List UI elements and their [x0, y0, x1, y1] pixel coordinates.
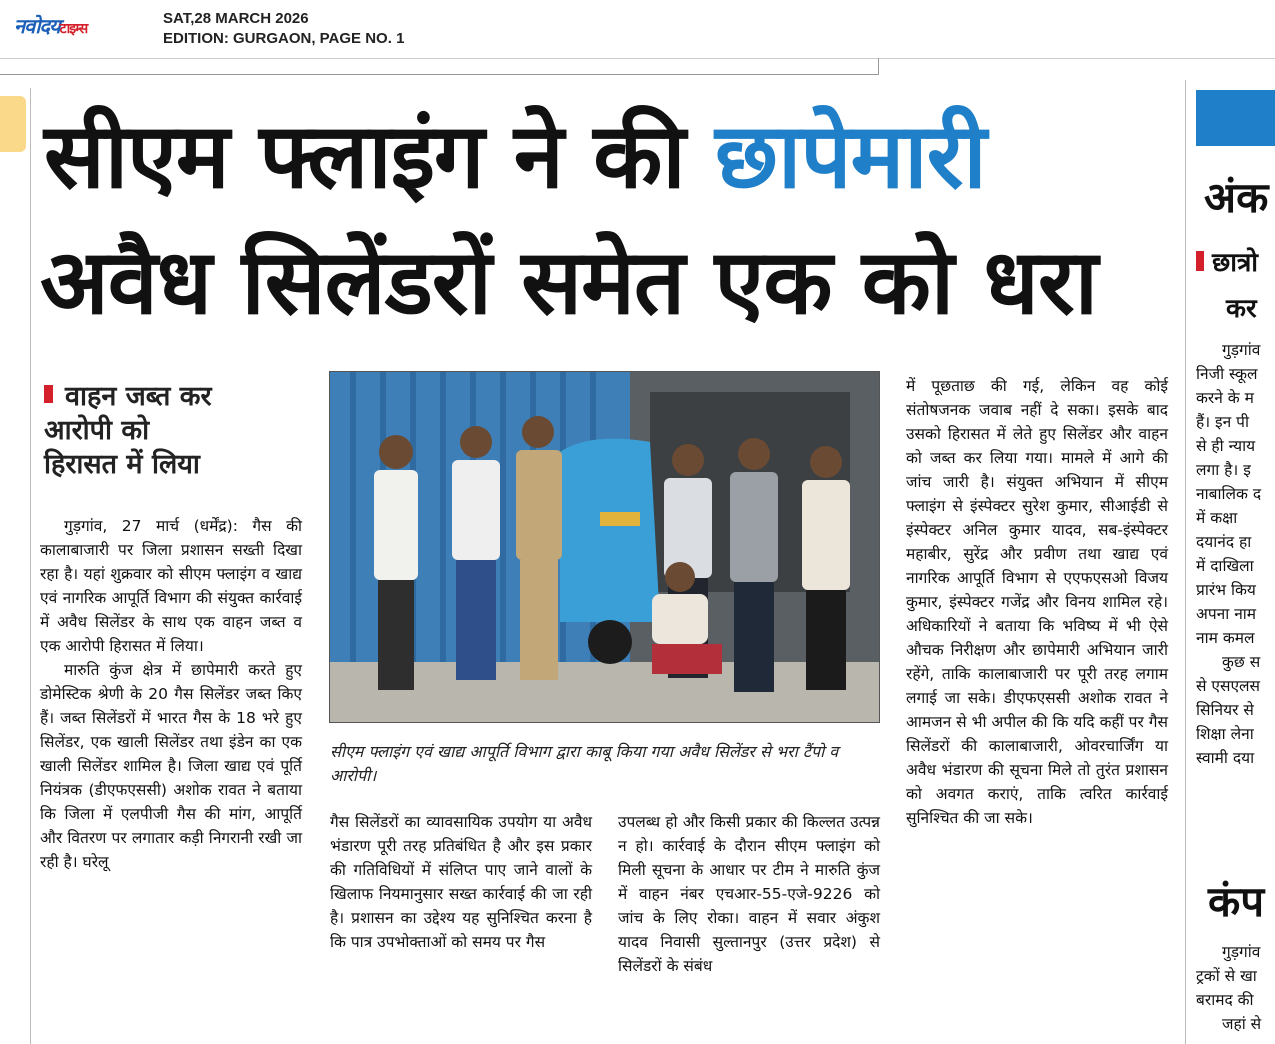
paragraph: में पूछताछ की गई, लेकिन वह कोई संतोषजनक जवाब नहीं दे सका। इसके बाद उसको हिरासत में लेते हुए सिलेंडर और वाहन को जब्त कर लिया गया। मामले में आगे की जांच जारी है। संयुक्त अभियान में सीएम फ्लाइंग से इंस्पेक्टर सुरेश कुमार, सीआईडी से इंस्पेक्टर अनिल कुमार यादव, सब-इंस्पेक्टर महाबीर, सुरेंद्र और प्रवीण तथा खाद्य एवं नागरिक आपूर्ति विभाग से एएफएसओ विजय कुमार, इंस्पेक्टर गजेंद्र और विनय शामिल रहे। अधिकारियों ने बताया कि भविष्य में भी ऐसे औचक निरीक्षण और छापेमारी अभियान जारी रहेंगे, ताकि कालाबाजारी पर पूरी तरह लगाम लगाई जा सके। डीएफएससी अशोक रावत ने आमजन से भी अपील की कि यदि कहीं पर गैस सिलेंडरों की कालाबाजारी, ओवरचार्जिंग या अवैध भंडारण की सूचना मिले तो तुरंत प्रशासन को अवगत कराएं, ताकि त्वरित कार्रवाई सुनिश्चित की जा सके। — [906, 377, 1168, 827]
right-line: निजी स्कूल — [1196, 365, 1258, 383]
right-line: करने के म — [1196, 389, 1254, 407]
paragraph: मारुति कुंज क्षेत्र में छापेमारी करते हुए डोमेस्टिक श्रेणी के 20 गैस सिलेंडर जब्त किए हैं। जब्त सिलेंडरों में भारत गैस के 18 भरे हुए सिलेंडर, एक खाली सिलेंडर तथा इंडेन का एक खाली सिलेंडर शामिल है। जिला खाद्य एवं पूर्ति नियंत्रक (डीएफएससी) अशोक रावत ने बताया कि जिला में एलपीजी गैस की मांग, आपूर्ति और वितरण पर लगातार कड़ी निगरानी रखी जा रही है। घरेलू — [40, 661, 302, 871]
sub-headline — [44, 380, 304, 482]
article-column-4 — [906, 374, 1168, 830]
subhead-line: वाहन जब्त कर — [65, 381, 212, 412]
right-sub-line: कर — [1226, 294, 1257, 324]
right-line: नाम कमल — [1196, 629, 1255, 647]
red-bullet-icon — [44, 385, 53, 403]
right-body-2 — [1196, 940, 1275, 1036]
photo-illustration — [330, 372, 879, 722]
subhead-line: आरोपी को — [44, 415, 150, 446]
right-line: अपना नाम — [1196, 605, 1257, 623]
right-line: में कक्षा — [1196, 509, 1238, 527]
right-line: गुड़गांव — [1222, 341, 1261, 359]
article-column-2 — [330, 810, 592, 954]
right-line: से एसएलस — [1196, 677, 1261, 695]
edition-page: EDITION: GURGAON, PAGE NO. 1 — [163, 30, 405, 47]
right-line: लगा है। इ — [1196, 461, 1251, 479]
left-tab-marker — [0, 96, 26, 152]
right-line: ट्रकों से खा — [1196, 967, 1257, 985]
headline-line-2: अवैध सिलेंडरों समेत एक को धरा — [40, 230, 1098, 335]
right-sub-line: छात्रो — [1212, 248, 1259, 278]
paragraph: गुड़गांव, 27 मार्च (धर्मेंद्र): गैस की कालाबाजारी पर जिला प्रशासन सख्ती दिखा रहा है। यहां शुक्रवार को सीएम फ्लाइंग व खाद्य एवं नागरिक आपूर्ति विभाग की संयुक्त कार्रवाई में अवैध सिलेंडर के साथ एक वाहन जब्त व एक आरोपी हिरासत में लिया। — [40, 517, 302, 655]
right-line: सिनियर से — [1196, 701, 1254, 719]
left-clipped-column — [0, 88, 31, 1044]
article-column-3 — [618, 810, 880, 978]
subhead-line: हिरासत में लिया — [44, 449, 200, 480]
right-line: बरामद की — [1196, 991, 1254, 1009]
right-body — [1196, 338, 1275, 770]
photo-caption: सीएम फ्लाइंग एवं खाद्य आपूर्ति विभाग द्वारा काबू किया गया अवैध सिलेंडर से भरा टैंपो व आरोपी। — [330, 742, 839, 785]
right-line: शिक्षा लेना — [1196, 725, 1254, 743]
right-line: में दाखिला — [1196, 557, 1254, 575]
right-line: गुड़गांव — [1222, 943, 1261, 961]
right-line: हैं। इन पी — [1196, 413, 1249, 431]
right-heading-2: कंप — [1208, 877, 1265, 926]
headline-line-1 — [44, 92, 986, 222]
logo-sub: टाइम्स — [59, 21, 88, 37]
blue-banner — [1196, 90, 1275, 146]
right-line: कुछ स — [1222, 653, 1261, 671]
right-line: प्रारंभ किय — [1196, 581, 1256, 599]
headline-part1: सीएम फ्लाइंग ने की — [44, 104, 715, 209]
previous-article-strip — [0, 58, 879, 75]
news-photo — [329, 371, 880, 723]
paragraph: उपलब्ध हो और किसी प्रकार की किल्लत उत्पन्न न हो। कार्रवाई के दौरान सीएम फ्लाइंग को मिली सूचना के आधार पर टीम ने मारुति कुंज में वाहन नंबर एचआर-55-एजे-9226 को जांच के लिए रोका। वाहन में सवार अंकुश यादव निवासी सुल्तानपुर (उत्तर प्रदेश) से सिलेंडरों के संबंध — [618, 813, 880, 975]
logo-main: नवोदय — [14, 14, 60, 38]
headline-highlight: छापेमारी — [714, 104, 986, 209]
right-line: नाबालिक द — [1196, 485, 1262, 503]
newspaper-logo[interactable] — [14, 12, 87, 39]
right-heading: अंक — [1204, 173, 1269, 222]
right-line: से ही न्याय — [1196, 437, 1256, 455]
right-clipped-article — [1185, 80, 1275, 1044]
previous-article-strip-right — [905, 58, 1235, 68]
right-subheading — [1196, 240, 1258, 332]
right-line: जहां से — [1222, 1015, 1262, 1033]
right-line: स्वामी दया — [1196, 749, 1255, 767]
right-line: दयानंद हा — [1196, 533, 1252, 551]
edition-date: SAT,28 MARCH 2026 — [163, 10, 309, 27]
red-bullet-icon — [1196, 251, 1204, 271]
article-column-1 — [40, 514, 302, 874]
paragraph: गैस सिलेंडरों का व्यावसायिक उपयोग या अवैध भंडारण पूरी तरह प्रतिबंधित है और इस प्रकार की गतिविधियों में संलिप्त पाए जाने वालों के खिलाफ नियमानुसार सख्त कार्रवाई की जा रही है। प्रशासन का उद्देश्य यह सुनिश्चित करना है कि पात्र उपभोक्ताओं को समय पर गैस — [330, 813, 592, 951]
